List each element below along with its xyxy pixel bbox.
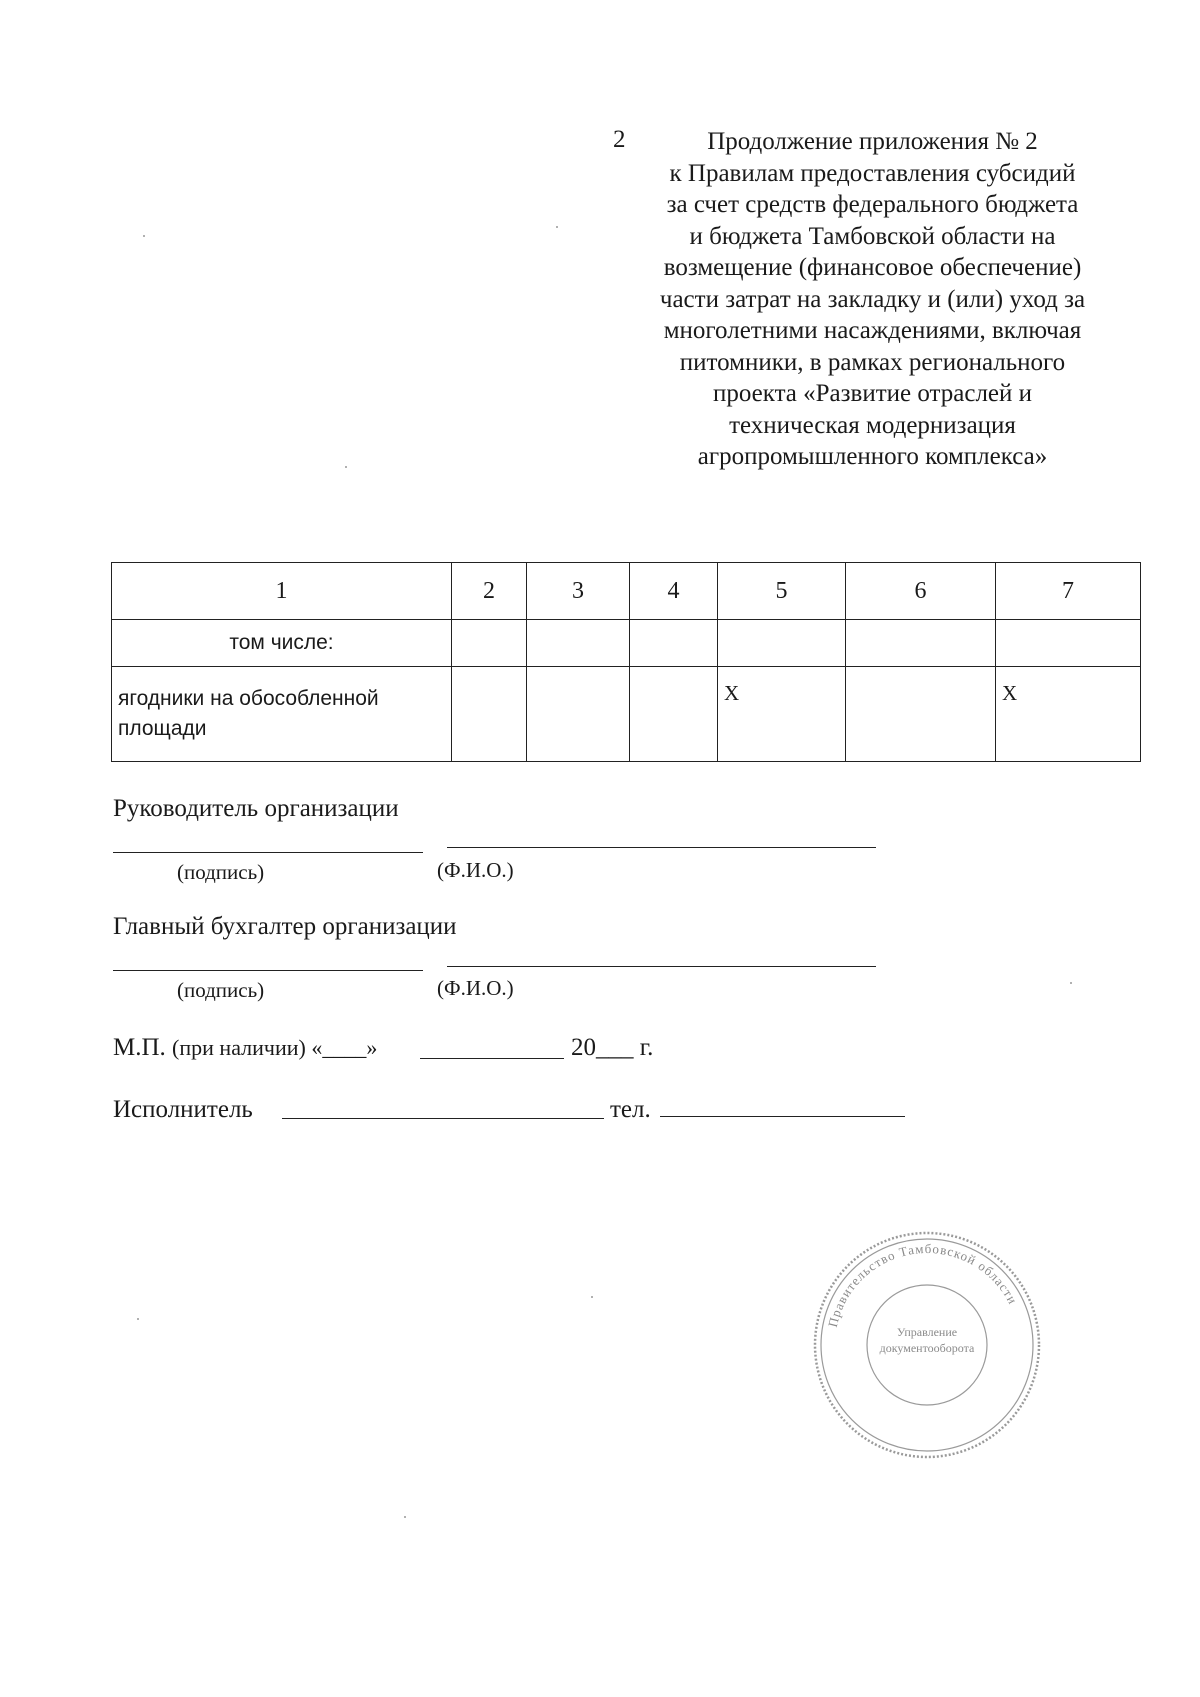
table-cell [452, 667, 527, 762]
accountant-sign-caption: (подпись) [177, 978, 265, 1002]
column-header: 3 [527, 563, 630, 620]
mp-note: (при наличии) «____» [172, 1035, 378, 1060]
column-header: 6 [846, 563, 996, 620]
scan-speck [345, 466, 347, 468]
header-line: техническая модернизация [729, 411, 1016, 439]
header-line: части затрат на закладку и (или) уход за [659, 285, 1086, 313]
scan-speck [137, 1318, 139, 1320]
table-cell-mark: X [718, 667, 846, 762]
header-line: проекта «Развитие отраслей и [712, 380, 1033, 407]
table-cell-mark: X [996, 667, 1141, 762]
column-header: 2 [452, 563, 527, 620]
header-line: возмещение (финансовое обеспечение) [663, 254, 1082, 281]
scan-speck [591, 1296, 593, 1298]
scan-speck [143, 235, 145, 237]
table-cell [452, 620, 527, 667]
accountant-title: Главный бухгалтер организации [113, 913, 457, 940]
official-stamp [812, 1230, 1042, 1460]
row-label: том числе: [112, 620, 452, 667]
table-row [112, 620, 1141, 667]
table-cell [630, 620, 718, 667]
table-cell [527, 667, 630, 762]
header-line: Продолжение приложения № 2 [707, 128, 1038, 155]
page-number: 2 [613, 126, 626, 153]
accountant-fio-line [447, 966, 876, 967]
executor-label: Исполнитель [113, 1096, 253, 1123]
table-header-row [112, 563, 1141, 620]
table-cell [846, 620, 996, 667]
head-signature-line [113, 852, 423, 853]
table-row [112, 667, 1141, 762]
head-sign-caption: (подпись) [177, 860, 265, 884]
stamp-inner-text: Управление документооборота [879, 1325, 975, 1355]
appendix-header [615, 126, 1130, 473]
table-cell [630, 667, 718, 762]
header-line: к Правилам предоставления субсидий [669, 159, 1076, 187]
column-header: 1 [112, 563, 452, 620]
head-fio-caption: (Ф.И.О.) [437, 858, 514, 882]
table-cell [846, 667, 996, 762]
scan-speck [556, 226, 558, 228]
year-label: 20___ г. [571, 1034, 654, 1061]
phone-line [660, 1116, 905, 1117]
header-line: питомники, в рамках регионального [679, 348, 1066, 376]
column-header: 4 [630, 563, 718, 620]
scan-speck [404, 1516, 406, 1518]
table-cell [718, 620, 846, 667]
phone-label: тел. [610, 1096, 651, 1123]
stamp-place-label [113, 1034, 377, 1062]
executor-line [282, 1118, 604, 1119]
scan-speck [1070, 982, 1072, 984]
row-label: ягодники на обособленной площади [112, 667, 452, 762]
data-table [111, 562, 1141, 762]
head-title: Руководитель организации [113, 795, 399, 822]
mp-prefix: М.П. [113, 1034, 166, 1061]
head-fio-line [447, 847, 876, 848]
header-line: многолетними насаждениями, включая [663, 317, 1082, 344]
date-month-line [420, 1058, 564, 1059]
stamp-outer-text: Правительство Тамбовской области [824, 1240, 1021, 1329]
header-line: и бюджета Тамбовской области на [689, 222, 1056, 250]
column-header: 7 [996, 563, 1141, 620]
table-cell [996, 620, 1141, 667]
table-cell [527, 620, 630, 667]
accountant-signature-line [113, 970, 423, 971]
header-line: за счет средств федерального бюджета [666, 191, 1079, 218]
header-line: агропромышленного комплекса» [697, 443, 1048, 470]
accountant-fio-caption: (Ф.И.О.) [437, 976, 514, 1000]
column-header: 5 [718, 563, 846, 620]
